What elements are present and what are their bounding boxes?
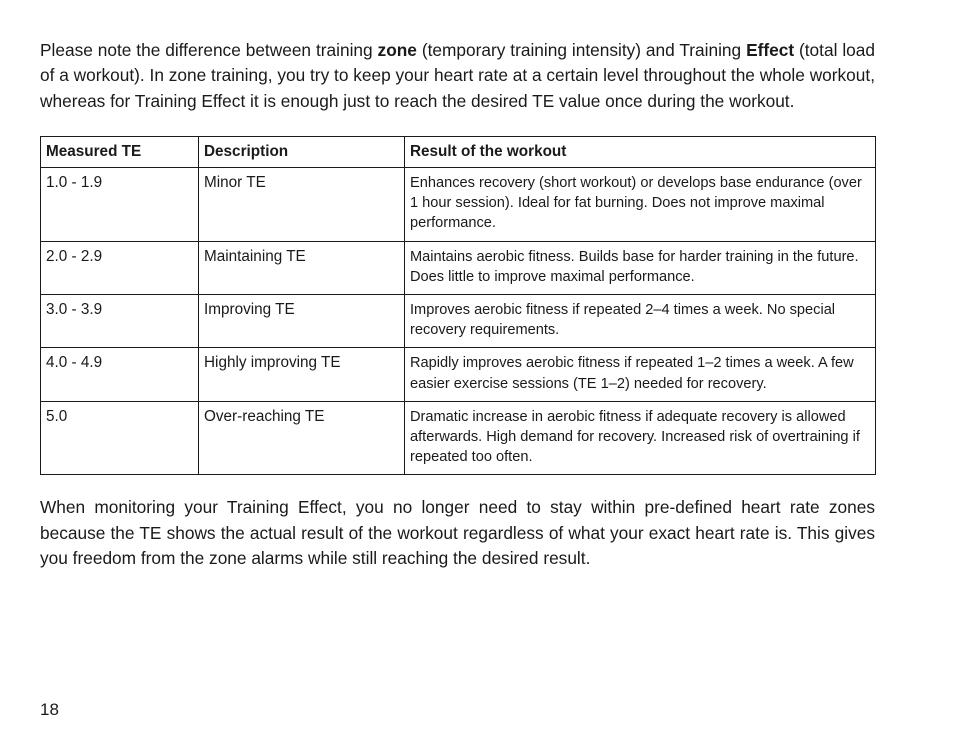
- intro-text-3: (total load of a workout). In zone training, you try to keep your heart rate at a certain level throughout the whole workout, whereas for Training Effect it is enough just to reach the desired TE value once during the workout.: [40, 40, 875, 111]
- cell-measured-te: 5.0: [41, 401, 199, 475]
- header-measured-te: Measured TE: [41, 136, 199, 167]
- intro-paragraph: [40, 38, 875, 114]
- intro-bold-zone: zone: [377, 40, 417, 60]
- table-header-row: [41, 136, 876, 167]
- cell-measured-te: 4.0 - 4.9: [41, 348, 199, 401]
- training-effect-table: [40, 136, 876, 475]
- cell-measured-te: 3.0 - 3.9: [41, 294, 199, 347]
- cell-measured-te: 1.0 - 1.9: [41, 167, 199, 241]
- cell-measured-te: 2.0 - 2.9: [41, 241, 199, 294]
- page-number: 18: [40, 700, 59, 719]
- table-row: [41, 401, 876, 475]
- intro-text-2: (temporary training intensity) and Training: [416, 40, 747, 60]
- cell-result: Maintains aerobic fitness. Builds base for harder training in the future. Does little to improve maximal performance.: [405, 241, 876, 294]
- cell-description: Minor TE: [199, 167, 405, 241]
- cell-description: Over-reaching TE: [199, 401, 405, 475]
- table-row: [41, 241, 876, 294]
- header-result: Result of the workout: [405, 136, 876, 167]
- table-row: [41, 294, 876, 347]
- cell-result: Enhances recovery (short workout) or develops base endurance (over 1 hour session). Ideal for fat burning. Does not improve maximal performance.: [405, 167, 876, 241]
- cell-result: Rapidly improves aerobic fitness if repeated 1–2 times a week. A few easier exercise sessions (TE 1–2) needed for recovery.: [405, 348, 876, 401]
- cell-result: Improves aerobic fitness if repeated 2–4 times a week. No special recovery requirements.: [405, 294, 876, 347]
- intro-bold-effect: Effect: [746, 40, 795, 60]
- table-row: [41, 167, 876, 241]
- intro-text-1: Please note the difference between training: [40, 40, 378, 60]
- cell-description: Highly improving TE: [199, 348, 405, 401]
- header-description: Description: [199, 136, 405, 167]
- cell-description: Maintaining TE: [199, 241, 405, 294]
- table-row: [41, 348, 876, 401]
- cell-result: Dramatic increase in aerobic fitness if adequate recovery is allowed afterwards. High demand for recovery. Increased risk of overtraining if repeated too often.: [405, 401, 876, 475]
- page-content: [40, 38, 875, 571]
- outro-paragraph: When monitoring your Training Effect, you no longer need to stay within pre-defined heart rate zones because the TE shows the actual result of the workout regardless of what your exact heart rate is. This gives you freedom from the zone alarms while still reaching the desired result.: [40, 497, 875, 568]
- cell-description: Improving TE: [199, 294, 405, 347]
